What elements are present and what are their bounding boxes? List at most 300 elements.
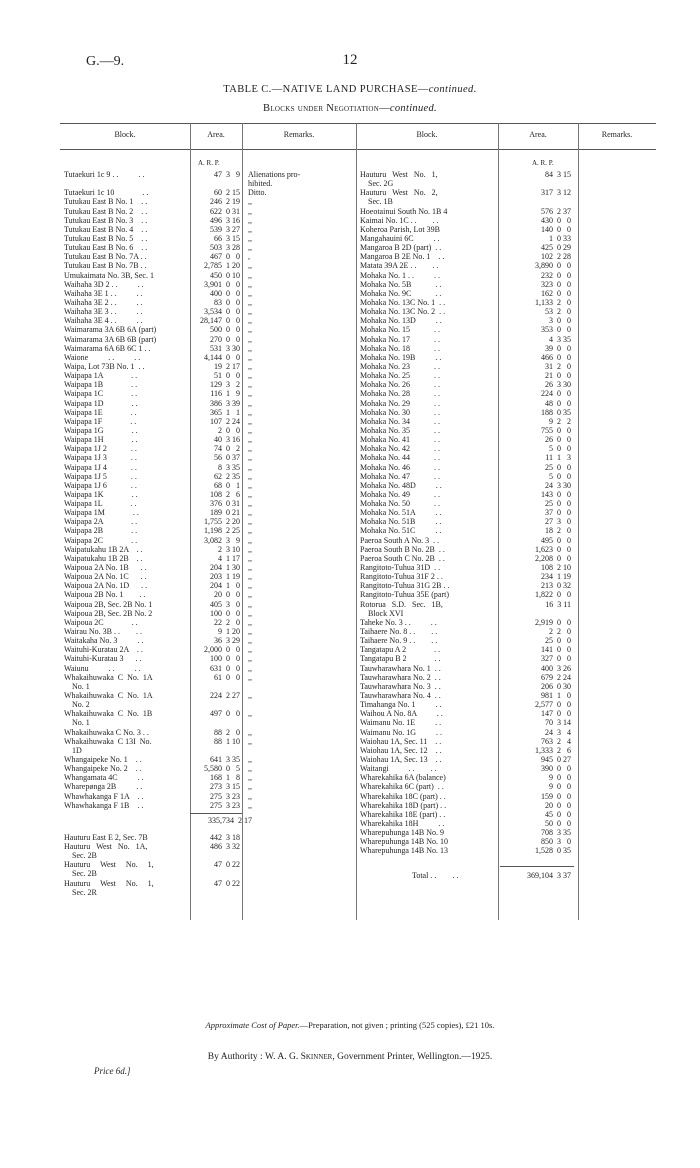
table-row	[64, 307, 356, 316]
block-name: Paeroa South C No. 2B . .	[360, 553, 445, 563]
table-row	[360, 819, 570, 828]
area-value: 317 3 12	[541, 188, 571, 198]
area-value: 50 0 0	[545, 818, 571, 828]
remarks-value: ,,	[248, 489, 252, 499]
block-name: Waipoua 2A No. 1D . .	[64, 581, 148, 591]
area-value: 108 2 10	[541, 563, 571, 573]
table-row	[360, 481, 570, 490]
area-value: 2,208 0 0	[535, 553, 571, 563]
table-row	[64, 860, 356, 869]
area-value: 74 0 2	[214, 444, 240, 454]
block-name: Tauwharawhara No. 4 . .	[360, 691, 441, 701]
table-row	[360, 590, 570, 599]
block-name: Tutukau East B No. 1 . .	[64, 197, 148, 207]
remarks-value: ,,	[248, 517, 252, 527]
area-value: 47 0 22	[214, 860, 240, 870]
remarks-value: ,,	[248, 499, 252, 509]
block-name: Wharepuhunga 14B No. 10	[360, 837, 448, 847]
table-row	[360, 216, 570, 225]
area-value: 275 3 23	[210, 791, 240, 801]
block-name: Waipapa 1J 4 . .	[64, 462, 137, 472]
block-name: Mohaka No. 26 . .	[360, 380, 440, 390]
header-block-right: Block.	[416, 130, 438, 139]
subtitle-main: Blocks under Negotiation—	[263, 103, 390, 114]
block-name: Waiohau 1A, Sec. 11 . .	[360, 736, 442, 746]
area-value: 16 3 11	[545, 599, 571, 609]
table-row	[360, 718, 570, 727]
block-name: Mohaka No. 30 . .	[360, 407, 440, 417]
table-row	[360, 261, 570, 270]
table-row	[360, 335, 570, 344]
block-name: Tauwharawhara No. 3 . .	[360, 681, 441, 691]
area-value: 273 3 15	[210, 782, 240, 792]
table-row	[64, 590, 356, 599]
table-row	[64, 188, 356, 197]
area-value: 486 3 32	[210, 841, 240, 851]
area-value: 450 0 10	[210, 270, 240, 280]
area-value: 206 0 30	[541, 681, 571, 691]
table-row	[64, 600, 356, 609]
table-row	[360, 581, 570, 590]
table-row	[360, 728, 570, 737]
table-row	[64, 472, 356, 481]
block-name: Paeroa South A No. 3 . .	[360, 535, 440, 545]
table-row	[64, 371, 356, 380]
area-value: 376 0 31	[210, 499, 240, 509]
block-name: Hauturu West No. 1,	[360, 170, 438, 179]
area-value: 4 3 35	[549, 334, 571, 344]
block-name: Waipapa 2C . .	[64, 535, 138, 545]
block-name: Waione . . . .	[64, 352, 141, 362]
table-row	[64, 563, 356, 572]
block-name: Mohaka No. 9C . .	[360, 288, 442, 298]
block-name: Waipoua 2B, Sec. 2B No. 2	[64, 608, 153, 618]
block-name: Waihaha 3E 4 . . . .	[64, 316, 143, 326]
area-value: 400 0 0	[210, 288, 240, 298]
table-row	[64, 545, 356, 554]
block-name: Tutaekuri 1c 9 . . . .	[64, 170, 145, 179]
block-name: Waihaha 3E 2 . . . .	[64, 297, 143, 307]
block-name: Tutukau East B No. 5 . .	[64, 233, 148, 243]
block-name: Wharepønga 2B . .	[64, 782, 143, 792]
remarks-value: ,,	[248, 508, 252, 518]
area-value: 467 0 0	[210, 252, 240, 262]
block-name: Wharekahika 6C (part) . .	[360, 782, 444, 792]
area-value: 19 2 17	[214, 361, 240, 371]
block-name: Timahanga No. 1 . .	[360, 700, 442, 710]
area-value: 26 0 0	[545, 435, 571, 445]
table-row	[360, 755, 570, 764]
block-name: Mohaka No. 49 . .	[360, 489, 440, 499]
remarks-value: ,,	[248, 727, 252, 737]
block-name: Rotorua S.D. Sec. 1B,	[360, 599, 443, 609]
table-row	[360, 380, 570, 389]
table-row	[360, 846, 570, 855]
table-row	[360, 325, 570, 334]
area-value: 188 0 35	[541, 407, 571, 417]
area-value: 275 3 23	[210, 800, 240, 810]
area-value: 531 3 30	[210, 343, 240, 353]
block-name: Hauturu West No. 2,	[360, 188, 438, 198]
table-row	[360, 837, 570, 846]
remarks-value: ,,	[248, 279, 252, 289]
block-name: Mohaka No. 23 . .	[360, 361, 440, 371]
table-row	[64, 289, 356, 298]
block-name: Waipoua 2A No. 1C . .	[64, 572, 147, 582]
block-name: Waimarama 6A 6B 6C 1 . .	[64, 343, 151, 353]
footer-authority	[0, 1052, 700, 1062]
table-row	[64, 842, 356, 851]
block-name: Mohaka No. 51A . .	[360, 508, 442, 518]
remarks-value: ,,	[248, 380, 252, 390]
table-row	[360, 526, 570, 535]
area-value: 204 1 30	[210, 563, 240, 573]
block-name: Sec. 2B	[64, 869, 97, 879]
table-row	[64, 792, 356, 801]
area-value: 51 0 0	[214, 371, 240, 381]
table-row	[360, 572, 570, 581]
remarks-value: ,,	[248, 453, 252, 463]
table-row	[360, 828, 570, 837]
area-value: 8 3 35	[218, 462, 240, 472]
header-block-left: Block.	[114, 130, 136, 139]
area-value: 4,144 0 0	[204, 352, 240, 362]
area-value: 37 0 0	[545, 508, 571, 518]
block-name: Waipatukahu 1B 2B . .	[64, 553, 143, 563]
block-name: Waiunu . . . .	[64, 663, 141, 673]
remarks-value: ,,	[248, 233, 252, 243]
remarks-value: ,,	[248, 343, 252, 353]
area-value: 66 3 15	[214, 233, 240, 243]
table-row	[64, 773, 356, 782]
table-row	[360, 490, 570, 499]
area-value: 25 0 0	[545, 462, 571, 472]
remarks-value: ,,	[248, 206, 252, 216]
block-name: Waipapa 1L . .	[64, 499, 137, 509]
right-units: A. R. P.	[532, 159, 554, 167]
remarks-value: ,,	[248, 782, 252, 792]
block-name: Mohaka No. 44 . .	[360, 453, 440, 463]
table-row	[360, 508, 570, 517]
table-row	[64, 869, 356, 878]
area-value: 20 0 0	[545, 800, 571, 810]
remarks-value: ,,	[248, 389, 252, 399]
area-value: 270 0 0	[210, 334, 240, 344]
table-row	[360, 408, 570, 417]
table-row	[64, 654, 356, 663]
table-row	[360, 271, 570, 280]
block-name: Mohaka No. 29 . .	[360, 398, 440, 408]
header-remarks-right: Remarks.	[601, 130, 633, 139]
table-row	[360, 371, 570, 380]
block-name: Whakaihuwaka C No. 1B	[64, 709, 153, 719]
block-name: Whakaihuwaka C No. 3 . .	[64, 727, 149, 737]
area-value: 28,147 0 0	[200, 316, 240, 326]
table-row	[360, 563, 570, 572]
block-name: Waipapa 1J 3 . .	[64, 453, 137, 463]
block-name: Waipapa 1J 5 . .	[64, 471, 137, 481]
area-value: 755 0 0	[541, 425, 571, 435]
block-name: Waimanu No. 1G . .	[360, 727, 443, 737]
table-row	[360, 280, 570, 289]
block-name: Mohaka No. 42 . .	[360, 444, 440, 454]
area-value: 1 0 33	[549, 233, 571, 243]
area-value: 2,785 1 20	[204, 261, 240, 271]
block-name: Rangitoto-Tuhua 35E (part)	[360, 590, 450, 600]
remarks-value: ,,	[248, 224, 252, 234]
area-value: 327 0 0	[541, 654, 571, 664]
block-name: Waipapa 1H . .	[64, 435, 138, 445]
table-row	[64, 554, 356, 563]
table-row	[64, 508, 356, 517]
area-value: 4 1 17	[218, 553, 240, 563]
table-row	[360, 609, 570, 618]
block-name: Tauwharawhara No. 2 . .	[360, 672, 441, 682]
left-column	[64, 170, 356, 897]
table-row	[64, 691, 356, 700]
table-row	[360, 170, 570, 179]
table-row	[64, 782, 356, 791]
block-name: Waimanu No. 1E . .	[360, 718, 442, 728]
header-remarks-left: Remarks.	[283, 130, 315, 139]
remarks-value: ,,	[248, 755, 252, 764]
block-name: Whawhakanga F 1B . .	[64, 800, 144, 810]
remarks-value: ,,	[248, 581, 252, 591]
table-row	[360, 773, 570, 782]
block-name: Taheke No. 3 . . . .	[360, 617, 437, 627]
area-value: 24 3 30	[545, 480, 571, 490]
table-row	[360, 499, 570, 508]
block-name: Wharekahika 18C (part) . .	[360, 791, 446, 801]
total-row	[360, 871, 570, 883]
block-name: Whakaihuwaka C No. 1A	[64, 691, 153, 701]
area-value: 5 0 0	[549, 471, 571, 481]
table-row	[360, 600, 570, 609]
block-name: Waipapa 1G . .	[64, 425, 138, 435]
table-row	[64, 298, 356, 307]
table-row	[64, 709, 356, 718]
header-area-right: Area.	[529, 130, 547, 139]
remarks-value: ,,	[248, 471, 252, 481]
table-row	[64, 179, 356, 188]
area-value: 47 0 22	[214, 878, 240, 888]
table-row	[64, 851, 356, 860]
table-row	[64, 481, 356, 490]
block-name: Mohaka No. 19B . .	[360, 352, 442, 362]
area-value: 234 1 19	[541, 572, 571, 582]
table-row	[64, 408, 356, 417]
table-row	[64, 673, 356, 682]
area-value: 763 2 4	[541, 736, 571, 746]
block-name: Mangaroa B 2E No. 1 . .	[360, 252, 445, 262]
area-value: 246 2 19	[210, 197, 240, 207]
remarks-value: ,,	[248, 672, 252, 682]
block-name: Waituhi-Kuratau 3 . .	[64, 654, 142, 664]
block-name: Whawhakanga F 1A . .	[64, 791, 144, 801]
remarks-value: ,,	[248, 371, 252, 381]
area-value: 1,623 0 0	[535, 544, 571, 554]
remarks-value: ,,	[248, 361, 252, 371]
right-column	[360, 170, 570, 883]
block-name: Hauturu West No. 1,	[64, 878, 154, 888]
area-value: 60 2 15	[214, 188, 240, 198]
block-name: Taihaere No. 9 . . . .	[360, 636, 438, 646]
block-name: Waipapa 1C . .	[64, 389, 138, 399]
block-name: Mohaka No. 1 . . . .	[360, 270, 440, 280]
area-value: 641 3 35	[210, 755, 240, 764]
table-row	[64, 728, 356, 737]
block-name: Waitangi . . . .	[360, 764, 437, 774]
block-name: Mohaka No. 13D . .	[360, 316, 442, 326]
table-row	[64, 888, 356, 897]
area-value: 53 2 0	[545, 307, 571, 317]
block-name: Tangatapu A 2 . .	[360, 645, 441, 655]
table-row	[64, 216, 356, 225]
area-value: 203 1 19	[210, 572, 240, 582]
remarks-value: ,,	[248, 572, 252, 582]
remarks-value: hibited.	[248, 179, 273, 189]
table-row	[360, 782, 570, 791]
remarks-value: ,,	[248, 773, 252, 783]
table-row	[64, 801, 356, 810]
table-row	[360, 225, 570, 234]
area-value: 102 2 28	[541, 252, 571, 262]
block-name: Waipoua 2B, Sec. 2B No. 1	[64, 599, 153, 609]
table-row	[64, 833, 356, 842]
table-row	[64, 645, 356, 654]
remarks-value: ,,	[248, 325, 252, 335]
area-value: 3 0 0	[549, 316, 571, 326]
block-name: Tauwharawhara No. 1 . .	[360, 663, 441, 673]
table-row	[64, 453, 356, 462]
block-name: Mohaka No. 41 . .	[360, 435, 440, 445]
table-row	[64, 280, 356, 289]
block-name: Block XVI	[360, 608, 404, 618]
table-row	[64, 444, 356, 453]
block-name: Waipapa 2A . .	[64, 517, 138, 527]
area-value: 386 3 39	[210, 398, 240, 408]
table-row	[360, 691, 570, 700]
block-name: Waihaha 3E 3 . . . .	[64, 307, 143, 317]
area-value: 2 0 0	[218, 425, 240, 435]
table-row	[360, 243, 570, 252]
table-row	[64, 344, 356, 353]
block-name: Tangatapu B 2 . .	[360, 654, 441, 664]
remarks-value: ,,	[248, 316, 252, 326]
remarks-value: ,,	[248, 654, 252, 664]
remarks-value: ,	[248, 252, 250, 262]
table-row	[64, 463, 356, 472]
table-row	[360, 453, 570, 462]
table-row	[360, 463, 570, 472]
block-name: Wharepuhunga 14B No. 9	[360, 828, 444, 838]
area-value: 48 0 0	[545, 398, 571, 408]
remarks-value: Ditto.	[248, 188, 267, 198]
subtotal-value: 335,734 2 17	[208, 815, 252, 825]
block-name: Wharekahika 6A (balance)	[360, 773, 446, 783]
remarks-value: ,,	[248, 617, 252, 627]
block-name: Waipapa 1F . .	[64, 416, 137, 426]
area-value: 26 3 30	[545, 380, 571, 390]
block-name: Waituhi-Kuratau 2A . .	[64, 645, 143, 655]
area-value: 945 0 27	[541, 755, 571, 764]
block-name: Waipapa 1D . .	[64, 398, 138, 408]
table-row	[360, 545, 570, 554]
block-name: Mangahauini 6C . .	[360, 233, 440, 243]
remarks-value: ,,	[248, 407, 252, 417]
remarks-value: ,,	[248, 764, 252, 774]
block-name: Whangamata 4C . .	[64, 773, 144, 783]
block-name: Waimarama 3A 6B 6A (part)	[64, 325, 157, 335]
table-row	[360, 654, 570, 663]
table-row	[64, 526, 356, 535]
block-name: Waipa, Lot 73B No. 1 . .	[64, 361, 145, 371]
area-value: 232 0 0	[541, 270, 571, 280]
area-value: 2,919 0 0	[535, 617, 571, 627]
area-value: 2,000 0 0	[204, 645, 240, 655]
area-value: 405 3 0	[210, 599, 240, 609]
area-value: 9 1 20	[218, 627, 240, 637]
block-name: Whangaipeke No. 1 . .	[64, 755, 142, 764]
area-value: 159 0 0	[541, 791, 571, 801]
table-row	[360, 179, 570, 188]
block-name: Mohaka No. 25 . .	[360, 371, 440, 381]
area-value: 708 3 35	[541, 828, 571, 838]
block-name: Mohaka No. 18 . .	[360, 343, 440, 353]
area-value: 39 0 0	[545, 343, 571, 353]
area-value: 25 0 0	[545, 499, 571, 509]
table-row	[64, 252, 356, 261]
block-name: Mohaka No. 47 . .	[360, 471, 440, 481]
block-name: Tutukau East B No. 7B . .	[64, 261, 147, 271]
block-name: Waipapa 1M . .	[64, 508, 139, 518]
block-name: No. 2	[64, 700, 90, 710]
remarks-value: ,,	[248, 416, 252, 426]
area-value: 20 0 0	[214, 590, 240, 600]
block-name: Rangitoto-Tuhua 31D . .	[360, 563, 441, 573]
table-row	[360, 664, 570, 673]
table-row	[64, 609, 356, 618]
table-row	[64, 170, 356, 179]
area-value: 40 3 16	[214, 435, 240, 445]
table-row	[360, 188, 570, 197]
table-row	[360, 289, 570, 298]
area-value: 22 2 0	[214, 617, 240, 627]
area-value: 1,333 2 6	[535, 745, 571, 755]
table-row	[360, 536, 570, 545]
page-number: 12	[342, 52, 358, 68]
area-value: 147 0 0	[541, 709, 571, 719]
cost-text: —Preparation, not given ; printing (525 copies), £21 10s.	[299, 1020, 495, 1030]
table-row	[360, 645, 570, 654]
area-value: 70 3 14	[545, 718, 571, 728]
block-name: Umukaimata No. 3B, Sec. 1	[64, 270, 154, 280]
remarks-value: ,,	[248, 645, 252, 655]
block-name: Mohaka No. 15 . .	[360, 325, 440, 335]
table-row	[360, 435, 570, 444]
remarks-value: Alienations pro-	[248, 170, 301, 179]
area-value: 400 3 26	[541, 663, 571, 673]
area-value: 850 3 0	[541, 837, 571, 847]
table-title	[0, 84, 700, 95]
block-name: Waipapa 1E . .	[64, 407, 137, 417]
table-row	[360, 344, 570, 353]
area-value: 425 0 29	[541, 243, 571, 253]
block-name: Hoeotainui South No. 1B 4	[360, 206, 448, 216]
table-row	[64, 618, 356, 627]
area-value: 21 0 0	[545, 371, 571, 381]
table-row	[360, 353, 570, 362]
